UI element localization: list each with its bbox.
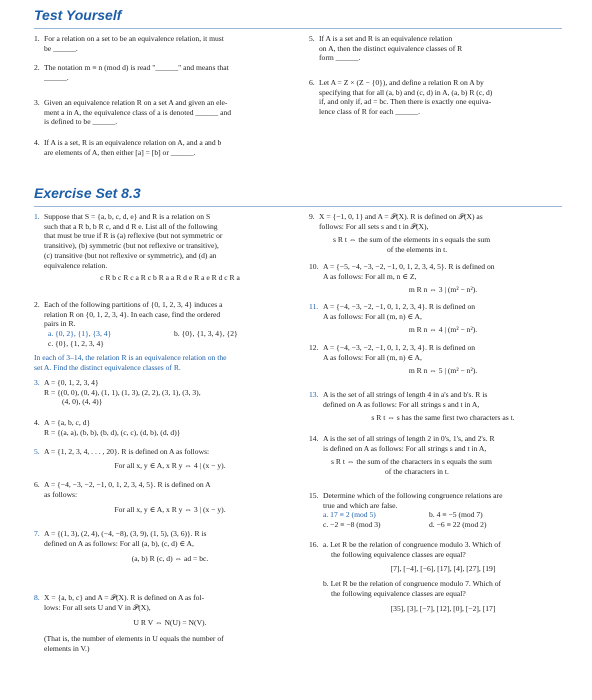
exercise-item	[309, 540, 563, 613]
question-text: is defined to be ______.	[44, 117, 118, 127]
exercise-text: a. Let R be the relation of congruence modulo 3. Which of	[323, 540, 501, 549]
exercise-text: A = {a, b, c, d}	[44, 418, 91, 427]
subparts-row	[323, 520, 563, 530]
exercise-set-heading: Exercise Set 8.3	[34, 185, 141, 201]
exercise-number: 4.	[34, 418, 40, 427]
exercise-number: 2.	[34, 300, 40, 309]
question-item	[309, 34, 563, 63]
question-text: be ______.	[44, 43, 78, 53]
exercise-item	[34, 300, 296, 349]
question-number: 6.	[309, 78, 315, 87]
exercise-text: elements in V.)	[44, 643, 90, 653]
exercise-text: defined on A as follows: For all strings s and t in A,	[323, 399, 480, 409]
question-text: Given an equivalence relation R on a set A and given an ele-	[44, 98, 228, 107]
question-text: are elements of A, then either [a] = [b] or ______.	[44, 147, 196, 157]
question-text: ______.	[44, 72, 69, 82]
question-text: The notation m ≡ n (mod d) is read "______" and means that	[44, 63, 229, 72]
exercise-text: transitive), (b) symmetric (but not reflexive or transitive),	[44, 241, 219, 251]
exercise-number: 3.	[34, 378, 40, 387]
exercise-text: A = {0, 1, 2, 3, 4}	[44, 378, 99, 387]
formula: U R V ⇔ N(U) = N(V).	[133, 618, 207, 628]
formula: s R t ⇔ s has the same first two characters as t.	[371, 413, 515, 423]
exercise-text: lows: For all sets U and V in 𝒫(X),	[44, 602, 151, 612]
question-number: 4.	[34, 138, 40, 147]
exercise-number: 15.	[309, 491, 319, 500]
formula: [7], [−4], [−6], [17], [4], [27], [19]	[390, 564, 496, 574]
exercise-text: A = {−4, −3, −2, −1, 0, 1, 2, 3, 4}. R is defined on	[323, 302, 476, 311]
exercise-number: 11.	[309, 302, 319, 311]
exercise-text: X = {a, b, c} and A = 𝒫(X). R is defined on A as fol-	[44, 593, 205, 602]
question-text: on A, then the distinct equivalence classes of R	[319, 43, 463, 53]
question-item	[34, 34, 296, 53]
exercise-text: is defined on A as follows: For all strings s and t in A,	[323, 443, 487, 453]
exercise-text: the following equivalence classes are equal?	[331, 588, 466, 598]
formula: m R n ⇔ 4 | (m² − n²).	[408, 325, 478, 335]
exercise-number: 8.	[34, 593, 40, 602]
exercise-text: A as follows: For all m, n ∈ Z,	[323, 271, 417, 281]
exercise-item	[309, 491, 563, 530]
exercise-text: R = {(a, a), (b, b), (b, d), (c, c), (d, b), (d, d)}	[44, 427, 181, 437]
exercise-text: b. Let R be the relation of congruence modulo 7. Which of	[323, 579, 502, 589]
exercise-number: 5.	[34, 447, 40, 456]
exercise-text: A = {−5, −4, −3, −2, −1, 0, 1, 2, 3, 4, 5}. R is defined on	[323, 262, 495, 271]
exercise-item	[309, 302, 563, 335]
exercise-text: A = {(1, 3), (2, 4), (−4, −8), (3, 9), (1, 5), (3, 6)}. R is	[44, 529, 207, 538]
question-item	[34, 98, 296, 127]
exercise-text: that must be true if R is (a) reflexive (but not symmetric or	[44, 231, 223, 241]
instruction-text	[34, 353, 296, 372]
exercise-number: 13.	[309, 390, 319, 399]
exercise-text: (4, 0), (4, 4)}	[62, 397, 103, 407]
formula: s R t ⇔ the sum of the characters in s equals the sum	[331, 457, 492, 467]
exercise-text: A as follows: For all (m, n) ∈ A,	[323, 311, 422, 321]
formula: s R t ⇔ the sum of the elements in s equals the sum	[333, 235, 491, 245]
exercise-text: such that a R b, b R c, and d R e. List all of the following	[44, 221, 218, 231]
subparts-row	[44, 329, 296, 339]
exercise-item	[309, 434, 563, 477]
exercise-number: 12.	[309, 343, 319, 352]
exercise-item	[309, 262, 563, 295]
subpart: c. −2 ≡ −8 (mod 3)	[323, 520, 381, 530]
exercise-text: X = {−1, 0, 1} and A = 𝒫(X). R is defined on 𝒫(X) as	[319, 212, 483, 221]
exercise-text: A = {1, 2, 3, 4, . . . , 20}. R is defined on A as follows:	[44, 447, 210, 456]
exercise-item	[34, 378, 296, 407]
test-yourself-heading: Test Yourself	[34, 7, 122, 23]
question-number: 2.	[34, 63, 40, 72]
heading-rule	[34, 28, 562, 29]
exercise-text: R = {(0, 0), (0, 4), (1, 1), (1, 3), (2, 2), (3, 1), (3, 3),	[44, 387, 201, 397]
exercise-text: true and which are false.	[323, 500, 398, 510]
formula: of the characters in t.	[385, 467, 449, 477]
question-text: If A is a set and R is an equivalence relation	[319, 34, 453, 43]
question-text: If A is a set, R is an equivalence relation on A, and a and b	[44, 138, 222, 147]
exercise-item	[309, 212, 563, 255]
question-text: For a relation on a set to be an equivalence relation, it must	[44, 34, 224, 43]
formula: m R n ⇔ 3 | (m² − n²).	[408, 285, 478, 295]
subpart: b. {0}, {1, 3, 4}, {2}	[174, 329, 238, 339]
exercise-text: A = {−4, −3, −2, −1, 0, 1, 2, 3, 4}. R is defined on	[323, 343, 476, 352]
exercise-item	[34, 212, 296, 283]
question-text: specifying that for all (a, b) and (c, d) in A, (a, b) R (c, d)	[319, 87, 493, 97]
exercise-text: relation R on {0, 1, 2, 3, 4}. In each case, find the ordered	[44, 309, 221, 319]
exercise-text: (That is, the number of elements in U equals the number of	[44, 634, 224, 644]
formula: m R n ⇔ 5 | (m² − n²).	[408, 366, 478, 376]
exercise-text: Determine which of the following congruence relations are	[323, 491, 503, 500]
exercise-number: 16.	[309, 540, 319, 549]
exercise-number: 7.	[34, 529, 40, 538]
question-number: 3.	[34, 98, 40, 107]
instruction-line: In each of 3–14, the relation R is an equivalence relation on the	[34, 353, 227, 362]
subpart: c. {0}, {1, 2, 3, 4}	[48, 339, 104, 349]
question-text: lence class of R for each ______.	[319, 107, 421, 117]
question-item	[34, 138, 296, 157]
exercise-item	[309, 343, 563, 376]
exercise-item	[34, 529, 296, 564]
subpart: a. {0, 2}, {1}, {3, 4}	[48, 329, 112, 339]
formula: [35], [3], [−7], [12], [0], [−2], [17]	[390, 603, 496, 613]
formula: (a, b) R (c, d) ⇔ ad = bc.	[131, 554, 209, 564]
exercise-text: follows: For all sets s and t in 𝒫(X),	[319, 221, 429, 231]
question-number: 5.	[309, 34, 315, 43]
exercise-text: pairs in R.	[44, 319, 76, 329]
exercise-text: A = {−4, −3, −2, −1, 0, 1, 2, 3, 4, 5}. R is defined on A	[44, 480, 211, 489]
exercise-text: A is the set of all strings of length 4 in a's and b's. R is	[323, 390, 488, 399]
exercise-number: 6.	[34, 480, 40, 489]
exercise-number: 1.	[34, 212, 40, 221]
question-text: Let A = Z × (Z − {0}), and define a relation R on A by	[319, 78, 484, 87]
subpart: d. −6 ≡ 22 (mod 2)	[429, 520, 487, 530]
subpart: a. 17 ≡ 2 (mod 5)	[323, 510, 376, 520]
exercise-number: 10.	[309, 262, 319, 271]
relation-list: c R b c R c a R c b R a a R d e R a e R d c R a	[100, 273, 240, 283]
exercise-item	[34, 447, 296, 470]
exercise-item	[34, 418, 296, 437]
question-text: if, and only if, ad = bc. Then there is exactly one equiva-	[319, 97, 492, 107]
exercise-number: 9.	[309, 212, 315, 221]
exercise-text: (c) transitive (but not reflexive or symmetric), and (d) an	[44, 250, 217, 260]
exercise-text: equivalence relation.	[44, 260, 108, 270]
exercise-item	[34, 480, 296, 515]
formula: of the elements in t.	[387, 245, 448, 255]
question-number: 1.	[34, 34, 40, 43]
exercise-item	[34, 593, 296, 654]
exercise-text: defined on A as follows: For all (a, b), (c, d) ∈ A,	[44, 538, 194, 548]
exercise-number: 14.	[309, 434, 319, 443]
subparts-row	[323, 510, 563, 520]
instruction-line: set A. Find the distinct equivalence classes of R.	[34, 362, 181, 372]
subpart: b. 4 ≡ −5 (mod 7)	[429, 510, 483, 520]
question-item	[34, 63, 296, 82]
exercise-text: A is the set of all strings of length 2 in 0's, 1's, and 2's. R	[323, 434, 495, 443]
heading-rule	[34, 206, 562, 207]
question-item	[309, 78, 563, 117]
question-text: form ______.	[319, 53, 361, 63]
exercise-text: as follows:	[44, 489, 78, 499]
question-text: ment a in A, the equivalence class of a is denoted ______ and	[44, 107, 232, 117]
exercise-text: Suppose that S = {a, b, c, d, e} and R is a relation on S	[44, 212, 211, 221]
exercise-text: Each of the following partitions of {0, 1, 2, 3, 4} induces a	[44, 300, 223, 309]
exercise-item	[309, 390, 563, 423]
formula: For all x, y ∈ A, x R y ⇔ 4 | (x − y).	[114, 460, 226, 470]
exercise-text: A as follows: For all (m, n) ∈ A,	[323, 352, 422, 362]
formula: For all x, y ∈ A, x R y ⇔ 3 | (x − y).	[114, 505, 226, 515]
exercise-text: the following equivalence classes are equal?	[331, 549, 466, 559]
